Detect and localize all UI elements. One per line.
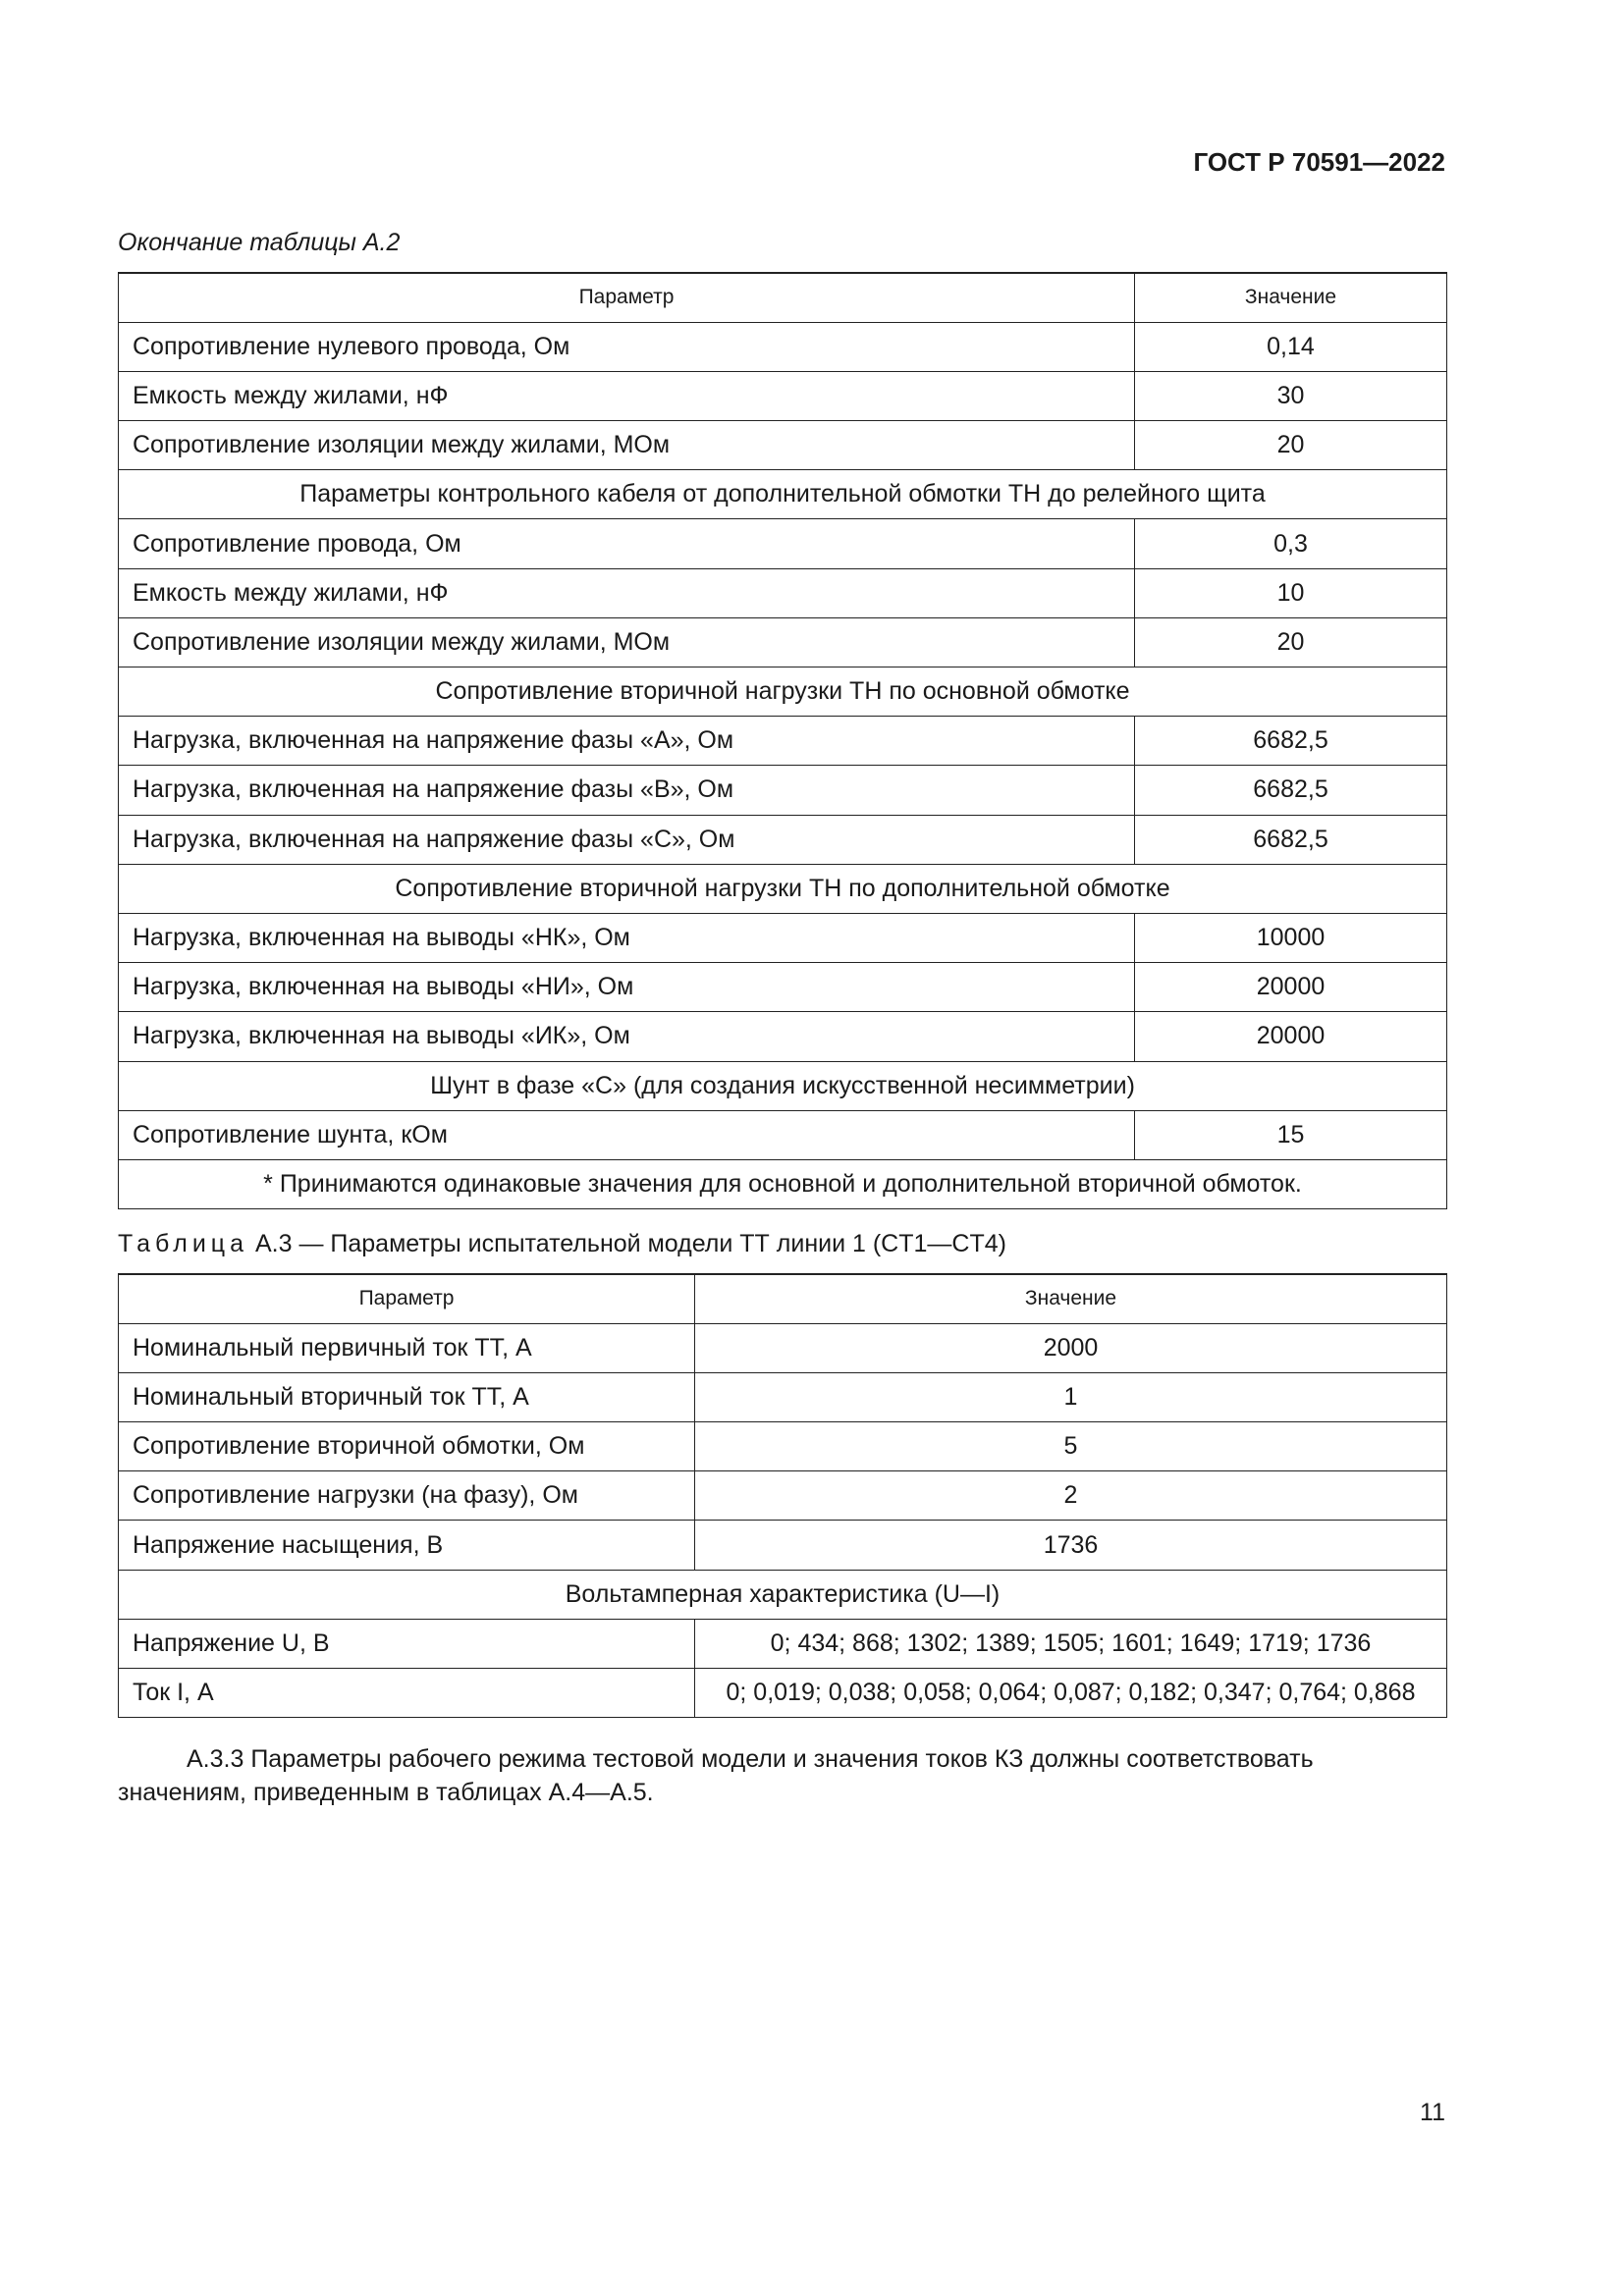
table-a3-col-param: Параметр xyxy=(119,1274,695,1323)
table-a2 xyxy=(118,272,1447,1209)
table-a3-value-cell: 0; 434; 868; 1302; 1389; 1505; 1601; 1649; 1719; 1736 xyxy=(695,1619,1447,1668)
table-a2-col-param: Параметр xyxy=(119,273,1135,322)
table-a2-value-cell: 30 xyxy=(1135,371,1447,420)
table-a2-value-cell: 20000 xyxy=(1135,1012,1447,1061)
table-a2-value-cell: 0,14 xyxy=(1135,322,1447,371)
table-a2-param-cell: Емкость между жилами, нФ xyxy=(119,371,1135,420)
page-number: 11 xyxy=(1420,2099,1445,2126)
table-a3-col-value: Значение xyxy=(695,1274,1447,1323)
table-a2-value-cell: 6682,5 xyxy=(1135,717,1447,766)
table-a2-section-row xyxy=(119,1061,1447,1110)
table-a3-row xyxy=(119,1471,1447,1521)
table-a3-row xyxy=(119,1521,1447,1570)
table-a2-param-cell: Сопротивление шунта, кОм xyxy=(119,1110,1135,1159)
table-a2-section-row xyxy=(119,667,1447,717)
table-a2-row xyxy=(119,913,1447,962)
table-a2-row xyxy=(119,519,1447,568)
table-a2-row xyxy=(119,963,1447,1012)
table-a3-row xyxy=(119,1619,1447,1668)
table-a2-section-row xyxy=(119,470,1447,519)
table-a3 xyxy=(118,1273,1447,1718)
table-a3-param-cell: Сопротивление вторичной обмотки, Ом xyxy=(119,1422,695,1471)
table-a3-param-cell: Напряжение U, В xyxy=(119,1619,695,1668)
table-a3-param-cell: Номинальный вторичный ток ТТ, А xyxy=(119,1372,695,1421)
table-a2-value-cell: 20 xyxy=(1135,617,1447,667)
table-a2-row xyxy=(119,1110,1447,1159)
table-a2-section-title: Сопротивление вторичной нагрузки ТН по основной обмотке xyxy=(119,667,1447,717)
paragraph-text: А.3.3 Параметры рабочего режима тестовой модели и значения токов КЗ должны соответствовать значениям, приведенным в таблицах А.4—А.5. xyxy=(118,1745,1314,1806)
table-a3-header-row xyxy=(119,1274,1447,1323)
paragraph-a33 xyxy=(118,1742,1446,1809)
table-a2-section-title: Шунт в фазе «С» (для создания искусственной несимметрии) xyxy=(119,1061,1447,1110)
table-a2-value-cell: 0,3 xyxy=(1135,519,1447,568)
table-a3-row xyxy=(119,1323,1447,1372)
table-a2-value-cell: 15 xyxy=(1135,1110,1447,1159)
table-a3-section-row xyxy=(119,1570,1447,1619)
table-a3-param-cell: Напряжение насыщения, В xyxy=(119,1521,695,1570)
table-a2-row xyxy=(119,371,1447,420)
table-a3-value-cell: 1736 xyxy=(695,1521,1447,1570)
table-a3-value-cell: 1 xyxy=(695,1372,1447,1421)
table-a3-value-cell: 0; 0,019; 0,038; 0,058; 0,064; 0,087; 0,182; 0,347; 0,764; 0,868 xyxy=(695,1669,1447,1718)
table-a3-caption xyxy=(118,1230,1006,1258)
table-a2-param-cell: Нагрузка, включенная на напряжение фазы «А», Ом xyxy=(119,717,1135,766)
table-a2-value-cell: 6682,5 xyxy=(1135,815,1447,864)
table-a2-param-cell: Нагрузка, включенная на выводы «ИК», Ом xyxy=(119,1012,1135,1061)
table-a2-row xyxy=(119,1012,1447,1061)
table-a2-row xyxy=(119,815,1447,864)
table-a2-section-row xyxy=(119,864,1447,913)
table-a3-value-cell: 2 xyxy=(695,1471,1447,1521)
table-a2-caption: Окончание таблицы А.2 xyxy=(118,229,401,256)
table-a2-value-cell: 10000 xyxy=(1135,913,1447,962)
table-a3-row xyxy=(119,1669,1447,1718)
table-a2-param-cell: Сопротивление изоляции между жилами, МОм xyxy=(119,617,1135,667)
table-a2-param-cell: Сопротивление провода, Ом xyxy=(119,519,1135,568)
table-a2-section-title: Параметры контрольного кабеля от дополнительной обмотки ТН до релейного щита xyxy=(119,470,1447,519)
table-a3-section-title: Вольтамперная характеристика (U—I) xyxy=(119,1570,1447,1619)
table-a2-note-row xyxy=(119,1159,1447,1208)
table-a3-row xyxy=(119,1372,1447,1421)
table-a2-param-cell: Нагрузка, включенная на выводы «НК», Ом xyxy=(119,913,1135,962)
table-a2-param-cell: Емкость между жилами, нФ xyxy=(119,568,1135,617)
table-a3-param-cell: Ток I, А xyxy=(119,1669,695,1718)
table-a2-col-value: Значение xyxy=(1135,273,1447,322)
table-a2-value-cell: 20 xyxy=(1135,421,1447,470)
table-a2-param-cell: Сопротивление изоляции между жилами, МОм xyxy=(119,421,1135,470)
table-a2-header-row xyxy=(119,273,1447,322)
table-a3-value-cell: 2000 xyxy=(695,1323,1447,1372)
table-a2-param-cell: Нагрузка, включенная на напряжение фазы «В», Ом xyxy=(119,766,1135,815)
table-a3-param-cell: Номинальный первичный ток ТТ, А xyxy=(119,1323,695,1372)
table-a2-row xyxy=(119,322,1447,371)
table-a3-param-cell: Сопротивление нагрузки (на фазу), Ом xyxy=(119,1471,695,1521)
table-a2-param-cell: Нагрузка, включенная на напряжение фазы «С», Ом xyxy=(119,815,1135,864)
table-a2-row xyxy=(119,617,1447,667)
table-a2-param-cell: Сопротивление нулевого провода, Ом xyxy=(119,322,1135,371)
table-a3-value-cell: 5 xyxy=(695,1422,1447,1471)
table-a2-row xyxy=(119,717,1447,766)
table-a2-section-title: Сопротивление вторичной нагрузки ТН по дополнительной обмотке xyxy=(119,864,1447,913)
table-a2-value-cell: 10 xyxy=(1135,568,1447,617)
table-a3-caption-prefix: Таблица xyxy=(118,1230,249,1257)
table-a2-value-cell: 20000 xyxy=(1135,963,1447,1012)
table-a3-row xyxy=(119,1422,1447,1471)
table-a2-row xyxy=(119,568,1447,617)
table-a2-footnote: * Принимаются одинаковые значения для основной и дополнительной вторичной обмоток. xyxy=(119,1159,1447,1208)
document-code: ГОСТ Р 70591—2022 xyxy=(1193,147,1445,177)
table-a2-value-cell: 6682,5 xyxy=(1135,766,1447,815)
table-a2-row xyxy=(119,421,1447,470)
table-a2-param-cell: Нагрузка, включенная на выводы «НИ», Ом xyxy=(119,963,1135,1012)
table-a3-caption-text: А.3 — Параметры испытательной модели ТТ линии 1 (CT1—CT4) xyxy=(248,1230,1006,1257)
table-a2-row xyxy=(119,766,1447,815)
